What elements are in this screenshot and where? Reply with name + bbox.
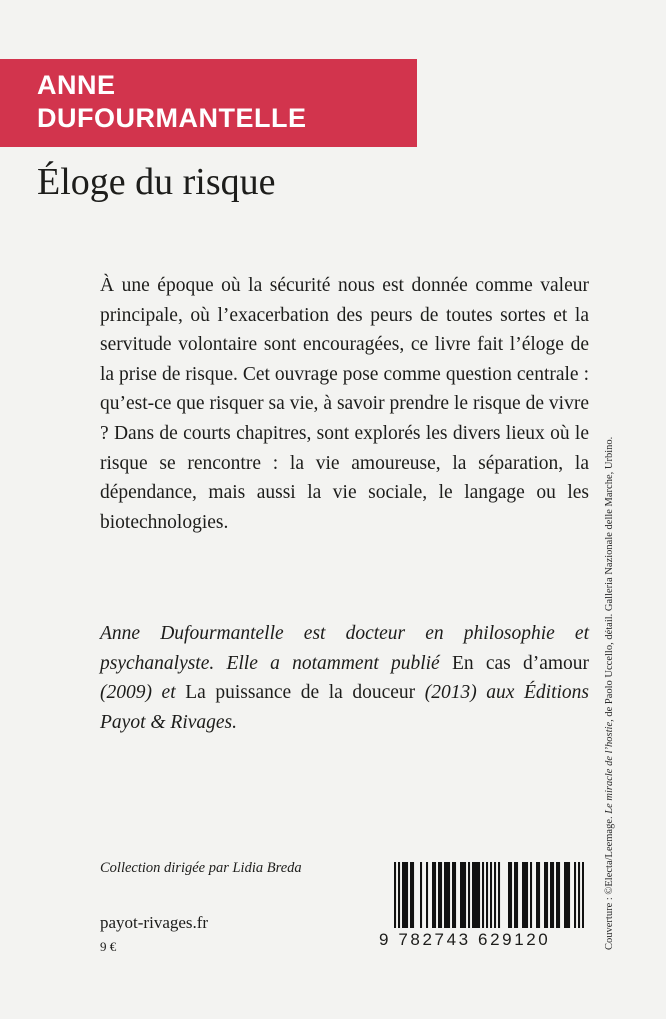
barcode-bar [394, 862, 396, 928]
barcode-bar [398, 862, 400, 928]
barcode-bar [524, 862, 526, 928]
barcode-bar [558, 862, 560, 928]
barcode-bar [462, 862, 464, 928]
barcode-bar [402, 862, 404, 928]
author-bio [100, 619, 589, 737]
barcode-bars [394, 862, 584, 928]
barcode-bar [510, 862, 512, 928]
barcode-bar [410, 862, 412, 928]
credit-prefix: Couverture : ©Electa/Leemage. [604, 816, 615, 950]
barcode-bar [446, 862, 448, 928]
barcode-bar [474, 862, 476, 928]
barcode-bar [476, 862, 478, 928]
author-band [0, 59, 417, 147]
barcode-bar [514, 862, 516, 928]
book-title: Éloge du risque [37, 161, 276, 203]
barcode [379, 862, 594, 967]
barcode-bar [464, 862, 466, 928]
barcode-bar [578, 862, 580, 928]
author-last-name: DUFOURMANTELLE [37, 103, 307, 133]
barcode-bar [440, 862, 442, 928]
credit-suffix: de Paolo Uccello, détail. Galleria Nazionale delle Marche, Urbino. [604, 436, 615, 717]
barcode-bar [550, 862, 552, 928]
author-first-name: ANNE [37, 70, 116, 100]
barcode-bar [404, 862, 406, 928]
barcode-bar [566, 862, 568, 928]
barcode-bar [544, 862, 546, 928]
bio-book-2: La puissance de la douceur [185, 682, 416, 704]
bio-year-2: (2013) [424, 682, 477, 704]
barcode-bar [552, 862, 554, 928]
bio-text-1: Anne Dufourmantelle est docteur en philosophie et psychanalyste. Elle a notamment publié [100, 623, 589, 674]
publisher-website: payot-rivages.fr [100, 913, 209, 932]
barcode-bar [454, 862, 456, 928]
barcode-bar [434, 862, 436, 928]
barcode-bar [486, 862, 488, 928]
isbn-number: 9 782743 629120 [379, 930, 551, 949]
book-description: À une époque où la sécurité nous est donnée comme valeur principale, où l’exacerbation des peurs de toutes sortes et la servitude volontaire sont encouragées, ce livre fait l’éloge de la prise de risque. Cet ouvrage pose comme question centrale : qu’est-ce que risquer sa vie, à savoir prendre le risque de vivre ? Dans de courts chapitres, sont explorés les divers lieux où le risque se rencontre : la vie amoureuse, la séparation, la dépendance, mais aussi la vie sociale, le langage ou les biotechnologies. [100, 275, 589, 533]
barcode-bar [460, 862, 462, 928]
credit-artwork: Le miracle de l’hostie, [604, 719, 615, 814]
barcode-bar [556, 862, 558, 928]
barcode-bar [444, 862, 446, 928]
barcode-bar [536, 862, 538, 928]
barcode-bar [426, 862, 428, 928]
barcode-bar [582, 862, 584, 928]
barcode-bar [538, 862, 540, 928]
cover-credit [604, 310, 615, 950]
barcode-bar [452, 862, 454, 928]
barcode-bar [568, 862, 570, 928]
barcode-bar [448, 862, 450, 928]
barcode-bar [564, 862, 566, 928]
collection-editor: Collection dirigée par Lidia Breda [100, 860, 302, 876]
barcode-bar [472, 862, 474, 928]
barcode-bar [574, 862, 576, 928]
barcode-bar [482, 862, 484, 928]
bio-text-2: aux Éditions Payot & Rivages. [100, 682, 590, 733]
barcode-bar [420, 862, 422, 928]
barcode-bar [468, 862, 470, 928]
barcode-bar [490, 862, 492, 928]
barcode-bar [432, 862, 434, 928]
barcode-bar [526, 862, 528, 928]
barcode-bar [530, 862, 532, 928]
bio-year-1: (2009) et [100, 682, 176, 704]
barcode-bar [412, 862, 414, 928]
barcode-bar [406, 862, 408, 928]
price: 9 € [100, 939, 117, 954]
barcode-bar [508, 862, 510, 928]
barcode-bar [522, 862, 524, 928]
barcode-bar [498, 862, 500, 928]
barcode-bar [438, 862, 440, 928]
barcode-bar [516, 862, 518, 928]
bio-book-1: En cas d’amour [451, 652, 590, 674]
barcode-bar [494, 862, 496, 928]
barcode-bar [546, 862, 548, 928]
barcode-bar [478, 862, 480, 928]
